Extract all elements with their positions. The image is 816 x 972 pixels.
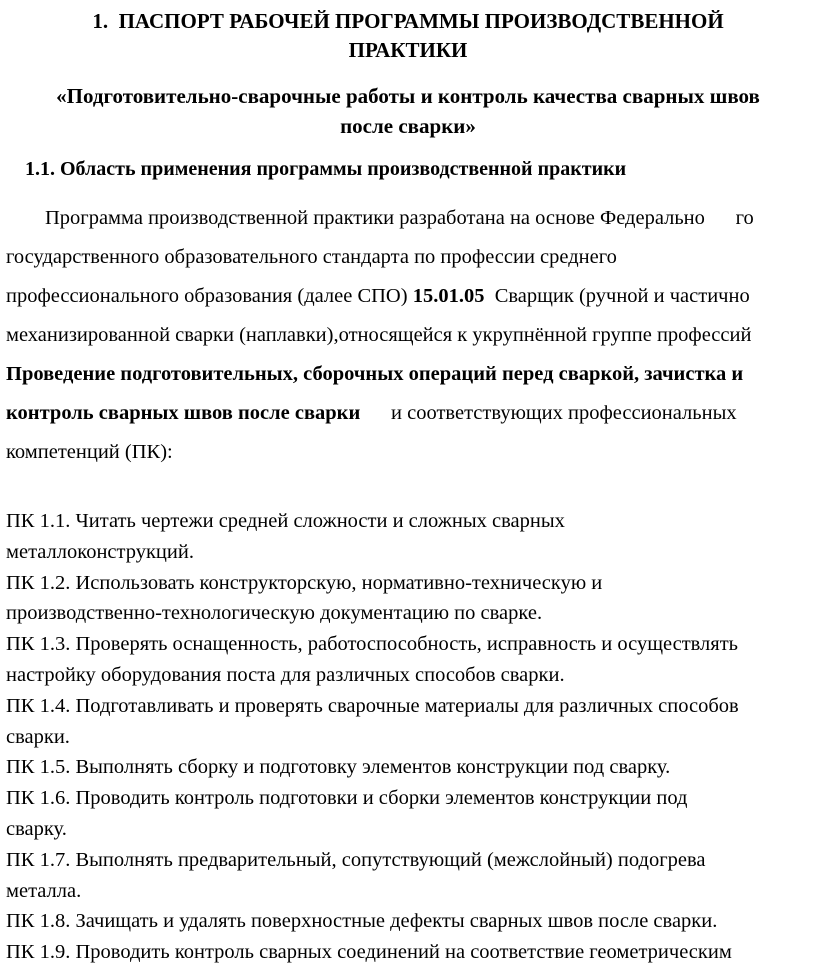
text-line [6,277,816,316]
text-line [6,906,816,937]
text-segment: производственно-технологическую документацию по сварке. [6,602,543,625]
text-segment: сварки. [6,725,70,748]
intro-paragraph [6,199,816,472]
text-line [6,598,816,629]
text-segment: 1. ПАСПОРТ РАБОЧЕЙ ПРОГРАММЫ ПРОИЗВОДСТВЕННОЙ [92,9,724,33]
text-segment: профессионального образования (далее СПО) [6,285,413,307]
document-subtitle [6,81,810,141]
text-segment: ПК 1.4. Подготавливать и проверять сварочные материалы для различных способов [6,694,739,717]
text-segment: и соответствующих профессиональных [360,402,737,424]
text-line [6,752,816,783]
text-segment: Сварщик (ручной и частично [484,285,750,307]
text-segment: после сварки» [340,114,476,138]
text-segment: ПК 1.8. Зачищать и удалять поверхностные дефекты сварных швов после сварки. [6,910,718,933]
text-line [6,36,810,65]
text-segment: металла. [6,879,82,902]
text-segment: механизированной сварки (наплавки),относящейся к укрупнённой группе профессий [6,324,752,346]
text-line [6,568,816,599]
text-segment: металлоконструкций. [6,540,194,563]
text-line [6,845,816,876]
text-line [6,722,816,753]
text-line [6,7,810,36]
text-segment: ПК 1.9. Проводить контроль сварных соединений на соответствие геометрическим [6,941,732,964]
text-segment: государственного образовательного стандарта по профессии среднего [6,246,617,268]
text-segment: настройку оборудования поста для различных способов сварки. [6,663,565,686]
section-heading: 1.1. Область применения программы производственной практики [25,158,627,180]
text-segment: ПК 1.2. Использовать конструкторскую, нормативно-техническую и [6,571,603,594]
competency-list [6,506,816,968]
document-title [6,0,810,65]
text-segment: ПК 1.5. Выполнять сборку и подготовку элементов конструкции под сварку. [6,756,671,779]
text-segment: ПК 1.3. Проверять оснащенность, работоспособность, исправность и осуществлять [6,633,739,656]
text-line [6,783,816,814]
text-line [6,660,816,691]
text-line [6,355,816,394]
text-segment: ПК 1.1. Читать чертежи средней сложности и сложных сварных [6,510,565,532]
bold-text-segment: Проведение подготовительных, сборочных операций перед сваркой, зачистка и [6,363,744,385]
text-segment: ПК 1.7. Выполнять предварительный, сопутствующий (межслойный) подогрева [6,848,706,871]
text-line [6,876,816,907]
text-line [6,81,810,111]
text-segment: «Подготовительно-сварочные работы и контроль качества сварных швов [56,84,760,108]
text-line [6,814,816,845]
text-line [6,937,816,968]
text-line [6,433,816,472]
text-line [6,199,816,238]
text-segment: ПК 1.6. Проводить контроль подготовки и сборки элементов конструкции под [6,787,688,810]
bold-text-segment: контроль сварных швов после сварки [6,402,361,424]
text-line [6,111,810,141]
text-line [6,394,816,433]
text-line [6,691,816,722]
bold-text-segment: 15.01.05 [412,285,485,307]
text-segment: сварку. [6,817,67,840]
text-line [6,238,816,277]
text-line [6,506,816,537]
text-line [6,316,816,355]
text-line [6,629,816,660]
text-segment: Программа производственной практики разработана на основе Федерально го [45,207,754,229]
text-segment: ПРАКТИКИ [348,38,468,62]
text-line [6,537,816,568]
text-segment: компетенций (ПК): [6,441,173,463]
